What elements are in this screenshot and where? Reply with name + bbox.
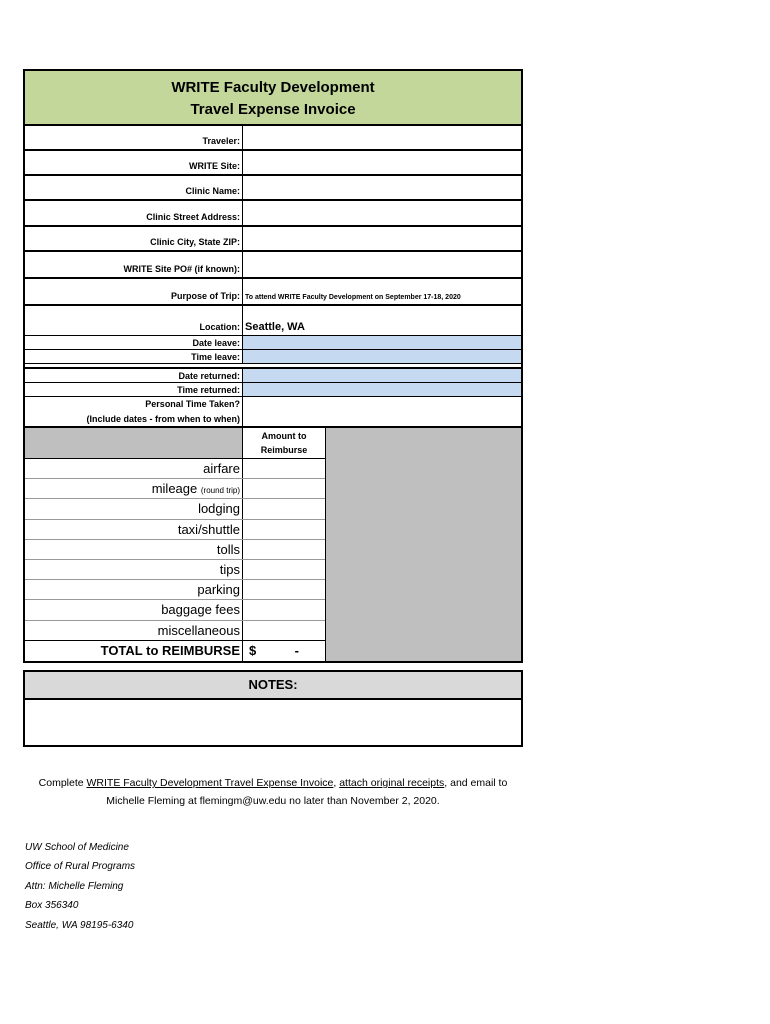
expense-label-tips: tips — [219, 561, 240, 577]
form-title-line1: WRITE Faculty Development — [171, 79, 375, 96]
shaded-area — [325, 428, 521, 661]
po-field[interactable] — [242, 252, 521, 277]
expense-amount-lodging[interactable] — [242, 499, 325, 518]
notes-field[interactable] — [25, 700, 521, 745]
total-row — [25, 641, 325, 661]
form-title-line2: Travel Expense Invoice — [190, 101, 356, 118]
expense-label-lodging: lodging — [198, 501, 240, 517]
date-leave-row — [25, 336, 521, 350]
po-label: WRITE Site PO# (if known): — [123, 264, 240, 274]
expense-label-taxi: taxi/shuttle — [177, 521, 240, 537]
time-leave-label: Time leave: — [191, 352, 240, 362]
personal-time-label — [25, 397, 242, 426]
address-line3: Attn: Michelle Fleming — [25, 880, 124, 892]
time-returned-field[interactable] — [242, 383, 521, 396]
expense-amount-tips[interactable] — [242, 560, 325, 579]
clinic-name-field[interactable] — [242, 176, 521, 199]
notes-label: NOTES: — [25, 672, 521, 700]
po-row — [25, 252, 521, 279]
expense-invoice-form — [23, 69, 523, 663]
expense-header — [25, 428, 325, 459]
location-row — [25, 306, 521, 336]
total-label: TOTAL to REIMBURSE — [100, 642, 240, 658]
site-field[interactable] — [242, 151, 521, 174]
total-amount — [242, 641, 325, 661]
time-leave-field[interactable] — [242, 350, 521, 363]
expense-section — [25, 428, 521, 661]
purpose-field[interactable]: To attend WRITE Faculty Development on September 17-18, 2020 — [242, 279, 521, 304]
expense-label-baggage: baggage fees — [161, 602, 240, 618]
expense-label-airfare: airfare — [203, 461, 240, 476]
expense-row-baggage — [25, 600, 325, 620]
clinic-name-label: Clinic Name: — [185, 186, 240, 196]
time-returned-label: Time returned: — [177, 385, 240, 395]
purpose-label: Purpose of Trip: — [170, 291, 240, 301]
address-line2: Office of Rural Programs — [25, 861, 136, 873]
clinic-street-field[interactable] — [242, 201, 521, 225]
invoice-link: WRITE Faculty Development Travel Expense Invoice — [86, 777, 334, 789]
amount-header-line2: Reimburse — [260, 445, 308, 455]
time-returned-row — [25, 383, 521, 397]
mileage-text: mileage — [151, 481, 198, 497]
expense-amount-airfare[interactable] — [242, 459, 325, 478]
expense-row-tips — [25, 560, 325, 580]
instructions — [23, 774, 523, 810]
notes-box — [23, 670, 523, 747]
expense-amount-taxi[interactable] — [242, 520, 325, 539]
instructions-prefix: Complete — [38, 777, 87, 789]
amount-column-header — [242, 428, 325, 458]
expense-row-airfare — [25, 459, 325, 479]
mailing-address — [25, 838, 135, 935]
instructions-line2: Michelle Fleming at flemingm@uw.edu no later than November 2, 2020. — [106, 795, 440, 807]
personal-time-field[interactable] — [242, 397, 521, 426]
form-title — [25, 71, 521, 126]
expense-row-mileage — [25, 479, 325, 499]
purpose-row — [25, 279, 521, 306]
site-label: WRITE Site: — [189, 161, 240, 171]
traveler-label: Traveler: — [202, 136, 240, 146]
expense-row-lodging — [25, 499, 325, 519]
expense-header-blank — [25, 428, 242, 458]
location-label: Location: — [199, 322, 240, 332]
instructions-comma: , — [333, 777, 340, 789]
location-field[interactable]: Seattle, WA — [242, 306, 521, 335]
expense-row-tolls — [25, 540, 325, 560]
clinic-city-row — [25, 227, 521, 252]
clinic-city-label: Clinic City, State ZIP: — [150, 237, 240, 247]
time-leave-row — [25, 350, 521, 364]
expense-label-parking: parking — [197, 582, 240, 598]
date-leave-field[interactable] — [242, 336, 521, 349]
traveler-row — [25, 126, 521, 151]
expense-amount-tolls[interactable] — [242, 540, 325, 559]
clinic-city-field[interactable] — [242, 227, 521, 250]
address-line4: Box 356340 — [25, 900, 79, 912]
expense-row-taxi — [25, 520, 325, 540]
amount-header-line1: Amount to — [261, 431, 307, 441]
clinic-street-label: Clinic Street Address: — [146, 212, 240, 222]
expense-amount-baggage[interactable] — [242, 600, 325, 619]
instructions-mid: , and email to — [444, 777, 508, 789]
address-line5: Seattle, WA 98195-6340 — [25, 919, 134, 931]
expense-amount-parking[interactable] — [242, 580, 325, 599]
personal-time-label-line2: (Include dates - from when to when) — [86, 413, 240, 424]
date-returned-label: Date returned: — [178, 371, 240, 381]
site-row — [25, 151, 521, 176]
expense-amount-mileage[interactable] — [242, 479, 325, 498]
personal-time-row — [25, 397, 521, 428]
clinic-street-row — [25, 201, 521, 227]
date-leave-label: Date leave: — [192, 338, 240, 348]
expense-label-tolls: tolls — [216, 541, 240, 557]
date-returned-field[interactable] — [242, 369, 521, 382]
personal-time-label-line1: Personal Time Taken? — [145, 398, 240, 409]
receipts-link: attach original receipts — [339, 777, 445, 789]
expense-table — [25, 428, 325, 661]
traveler-field[interactable] — [242, 126, 521, 149]
mileage-note: (round trip) — [200, 486, 240, 496]
expense-row-parking — [25, 580, 325, 600]
expense-amount-misc[interactable] — [242, 621, 325, 640]
total-value: - — [294, 642, 299, 658]
date-returned-row — [25, 369, 521, 383]
total-currency: $ — [249, 642, 257, 658]
instructions-line1 — [23, 774, 523, 792]
expense-row-misc — [25, 621, 325, 641]
address-line1: UW School of Medicine — [25, 842, 129, 853]
clinic-name-row — [25, 176, 521, 201]
expense-label-misc: miscellaneous — [157, 622, 240, 638]
expense-label-mileage — [25, 479, 242, 498]
